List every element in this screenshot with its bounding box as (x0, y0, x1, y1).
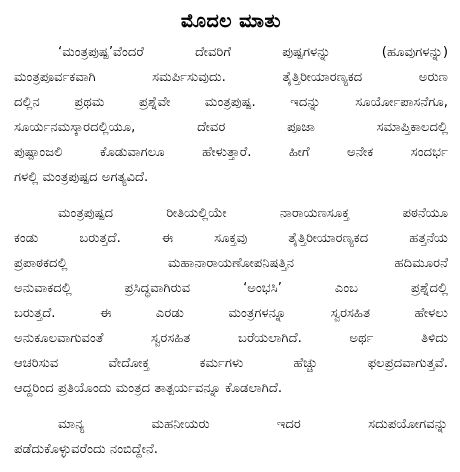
paragraph-2 (14, 201, 448, 401)
text-line: ‘ಮಂತ್ರಪುಷ್ಪ’ವೆಂದರೆ ದೇವರಿಗೆ ಪುಷ್ಪಗಳನ್ನು (ಹೂವುಗಳನ್ನು) (58, 45, 448, 60)
text-line: ದಲ್ಲಿನ ಪ್ರಥಮ ಪ್ರಶ್ನೆವೇ ಮಂತ್ರಪುಷ್ಪ. ಇದನ್ನು ಸೂರ್ಯೋಪಾಸನೆಗೂ, (14, 95, 448, 110)
text-line: ಮಂತ್ರಪೂರ್ವಕವಾಗಿ ಸಮರ್ಪಿಸುವುದು. ತೈತ್ತಿರೀಯಾರಣ್ಯಕದ ಅರುಣ (14, 70, 448, 85)
text-line: ಮಂತ್ರಪುಷ್ಪದ ರೀತಿಯಲ್ಲಿಯೇ ನಾರಾಯಣಸೂಕ್ತ ಪಠನೆಯೂ (58, 206, 448, 221)
text-line: ಆಚರಿಸುವ ವೇದೋಕ್ತ ಕರ್ಮಗಳು ಹೆಚ್ಚು ಫಲಪ್ರದವಾಗುತ್ತವೆ. (14, 356, 448, 371)
text-line: ಅನುವಾಕದಲ್ಲಿ ಪ್ರಸಿದ್ಧವಾಗಿರುವ ‘ಅಂಭಸಿ’ ಎಂಬ ಪ್ರಶ್ನೆದಲ್ಲಿ (14, 281, 448, 296)
text-line: ಸೂರ್ಯನಮಸ್ಕಾರದಲ್ಲಿಯೂ, ದೇವರ ಪೂಜಾ ಸಮಾಪ್ತಿಕಾಲದಲ್ಲಿ (14, 120, 448, 135)
paragraph-3 (14, 412, 448, 462)
text-line: ಮಾನ್ಯ ಮಹನೀಯರು ಇದರ ಸದುಪಯೋಗವನ್ನು (58, 417, 448, 432)
text-line: ಪ್ರಪಾಠಕದಲ್ಲಿ ಮಹಾನಾರಾಯಣೋಪನಿಷತ್ತಿನ ಹದಿಮೂರನೆ (14, 256, 448, 271)
text-line: ಆದ್ದರಿಂದ ಪ್ರತಿಯೊಂದು ಮಂತ್ರದ ತಾತ್ಪರ್ಯವನ್ನೂ ಕೊಡಲಾಗಿದೆ. (14, 381, 283, 396)
text-line: ಗಳಲ್ಲಿ ಮಂತ್ರಪುಷ್ಪದ ಅಗತ್ಯವಿದೆ. (14, 170, 149, 185)
text-line: ಪಡೆದುಕೊಳ್ಳುವರೆಂದು ನಂಬಿದ್ದೇನೆ. (14, 442, 159, 457)
paragraph-1 (14, 40, 448, 190)
page-title: ಮೊದಲ ಮಾತು (180, 10, 282, 32)
text-line: ಅನುಕೂಲವಾಗುವಂತೆ ಸ್ವರಸಹಿತ ಬರೆಯಲಾಗಿದೆ. ಅರ್ಥ ತಿಳಿದು (14, 331, 448, 346)
text-line: ಬರುತ್ತದೆ. ಈ ಎರಡು ಮಂತ್ರಗಳನ್ನೂ ಸ್ವರಸಹಿತ ಹೇಳಲು (14, 306, 448, 321)
text-line: ಕಂಡು ಬರುತ್ತದೆ. ಈ ಸೂಕ್ತವು ತೈತ್ತಿರೀಯಾರಣ್ಯಕದ ಹತ್ತನೆಯ (14, 231, 448, 246)
text-line: ಪುಷ್ಪಾಂಜಲಿ ಕೊಡುವಾಗಲೂ ಹೇಳುತ್ತಾರೆ. ಹೀಗೆ ಅನೇಕ ಸಂದರ್ಭ (14, 145, 448, 160)
